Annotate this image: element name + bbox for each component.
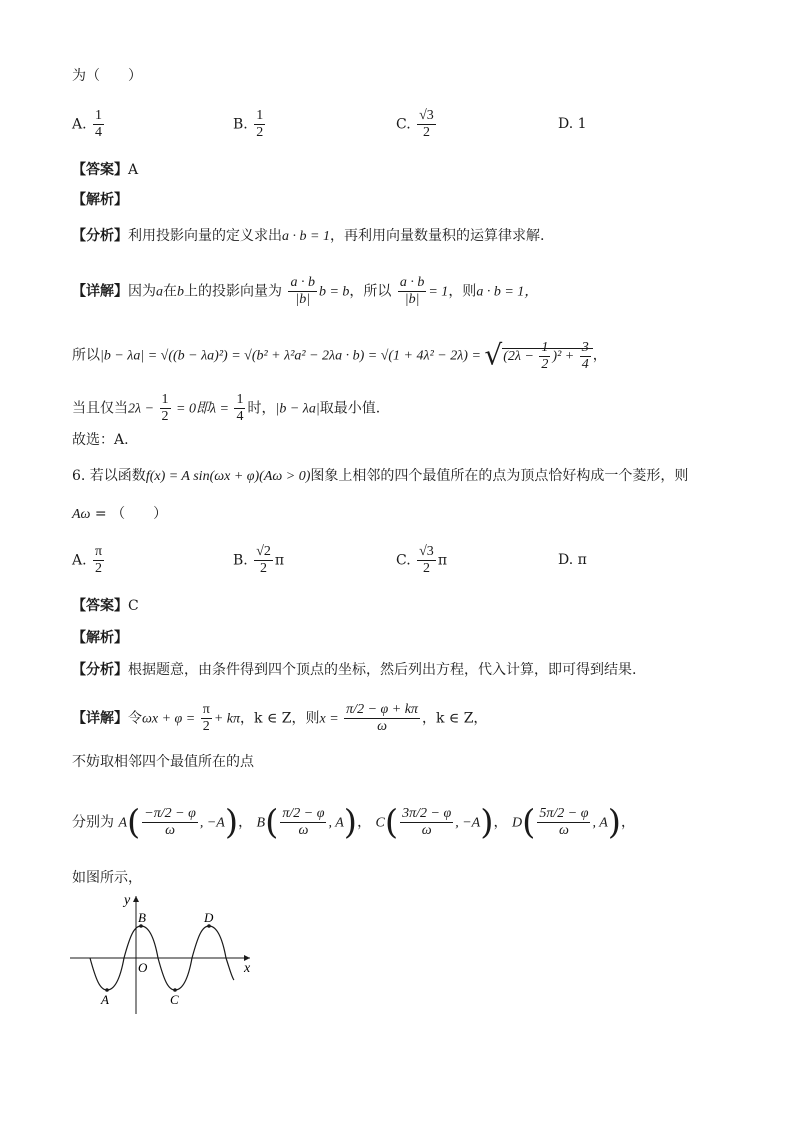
answer-value: A — [128, 162, 139, 178]
frac-den: |b| — [404, 292, 420, 307]
frac-den: 4 — [581, 357, 589, 372]
answer-label: 【答案】 — [72, 162, 128, 178]
option-fraction — [254, 544, 273, 577]
xj-frac — [288, 275, 317, 308]
frac-num: 1 — [256, 108, 264, 123]
q6-stem — [72, 466, 688, 487]
option-fraction — [93, 544, 104, 577]
cond-expr: 2λ − — [128, 401, 158, 417]
q5-option-d — [558, 114, 587, 134]
frac-den: 2 — [95, 561, 103, 576]
frac-num: 5π/2 − φ — [539, 806, 589, 821]
option-letter: B. — [233, 552, 248, 569]
option-text: π — [577, 552, 587, 568]
frac-den: ω — [377, 719, 387, 734]
point-d-y: , A — [592, 815, 608, 831]
paren-open: ( — [265, 802, 279, 843]
frac-den: ω — [165, 823, 175, 838]
q5-option-a — [72, 108, 106, 141]
suoyi-text: 所以 — [72, 347, 100, 364]
q6-points — [72, 802, 636, 843]
origin-label: O — [138, 960, 148, 975]
frac-den: ω — [421, 823, 432, 838]
frac-den: 2 — [256, 125, 264, 140]
q5-xiangjie — [72, 275, 538, 308]
frac-num: −π/2 − φ — [144, 806, 196, 821]
q6-option-d — [558, 550, 587, 570]
y-axis-label: y — [124, 893, 131, 908]
option-letter: B. — [233, 116, 248, 133]
frac-num: 1 — [95, 108, 103, 123]
frac-num: √2 — [256, 544, 271, 559]
q5-stem-tail: 为（ ） — [72, 68, 142, 84]
frac-den: ω — [558, 823, 569, 838]
xj-eq1: = 1 — [428, 284, 449, 300]
xj-frac-2 — [398, 275, 427, 308]
frac-num: π/2 − φ — [282, 806, 325, 821]
xj-x-frac — [344, 702, 420, 735]
q5-answer — [72, 160, 138, 180]
xj-eq: ωx + φ = — [142, 711, 199, 727]
frac-num: √3 — [419, 108, 434, 123]
frac-num: π — [95, 544, 103, 559]
frac-den: 2 — [260, 561, 268, 576]
q5-derivation — [72, 340, 607, 373]
sine-graph — [68, 888, 258, 1018]
frac-den: 2 — [422, 125, 430, 140]
point-c-y: , −A — [455, 815, 481, 831]
cond-expr: λ = — [209, 401, 233, 417]
q6-xiangjie — [72, 702, 487, 735]
cond-text: 当且仅当 — [72, 400, 128, 417]
point-c-name: C — [375, 815, 385, 831]
sep: ， — [493, 814, 508, 831]
point-a-name: A — [118, 815, 128, 831]
q6-analysis-label: 【解析】 — [72, 630, 128, 646]
xj-var-a: a — [156, 284, 163, 300]
fenxi-label: 【分析】 — [72, 228, 128, 244]
q6-rutu: 如图所示， — [72, 870, 142, 886]
frac-num: 1 — [236, 392, 244, 407]
sqrt-sign: √ — [484, 338, 503, 372]
xj-text: ，则 — [448, 283, 477, 300]
q5-option-b — [233, 108, 267, 141]
paren-close: ) — [224, 802, 239, 843]
graph-label-b: B — [138, 910, 146, 925]
answer-label: 【答案】 — [72, 598, 128, 614]
xiangjie-label: 【详解】 — [72, 283, 128, 300]
option-letter: A. — [72, 116, 87, 133]
fenxi-expr: a · b = 1 — [282, 229, 330, 244]
fenbie-text: 分别为 — [72, 814, 114, 831]
q5-conclusion: 故选：A. — [72, 432, 129, 448]
frac-num: 3π/2 − φ — [402, 806, 452, 821]
xj-x: x = — [319, 711, 343, 727]
option-letter: C. — [396, 116, 411, 133]
frac-den: 2 — [161, 409, 169, 424]
xj-text: 因为 — [128, 283, 156, 300]
xj-text: ，k ∈ Z， — [421, 710, 488, 727]
option-letter: D. — [558, 552, 574, 568]
stem-func: f(x) = A sin(ωx + φ)(Aω > 0) — [145, 469, 311, 484]
xj-frac — [201, 702, 212, 735]
cond-text: 时， — [247, 400, 276, 417]
stem-text: = （ ） — [90, 506, 168, 522]
option-fraction — [417, 108, 436, 141]
paren-open: ( — [522, 802, 536, 843]
q5-option-c — [396, 108, 438, 141]
sep: ， — [621, 814, 636, 831]
point-b-name: B — [256, 815, 266, 831]
xiangjie-label: 【详解】 — [72, 710, 128, 727]
fenxi-text-end: ，再利用向量数量积的运算律求解. — [329, 228, 545, 244]
answer-value: C — [128, 598, 139, 614]
cond-frac — [160, 392, 171, 425]
frac-den: |b| — [295, 292, 311, 307]
stem-text: 图象上相邻的四个最值所在的点为顶点恰好构成一个菱形，则 — [310, 468, 689, 484]
point-d-name: D — [511, 815, 523, 831]
paren-close: ) — [343, 802, 358, 843]
point-b-y: , A — [328, 815, 344, 831]
q6-option-c — [396, 544, 447, 577]
option-letter: D. — [558, 116, 574, 132]
sqrt-body — [502, 340, 593, 372]
paren-open: ( — [384, 802, 399, 843]
graph-label-c: C — [170, 992, 179, 1007]
frac-den: 2 — [202, 719, 210, 734]
point-b-frac — [280, 806, 326, 839]
frac-num: √3 — [419, 544, 434, 559]
frac-den: ω — [298, 823, 309, 838]
graph-label-a: A — [101, 992, 109, 1007]
paren-close: ) — [607, 802, 622, 843]
q6-stem-2 — [72, 504, 167, 525]
option-text: 1 — [577, 116, 587, 132]
q6-bufang: 不妨取相邻四个最值所在的点 — [72, 754, 254, 770]
point-a-frac — [142, 806, 198, 839]
xj-var-b: b — [177, 284, 184, 300]
frac-den: 2 — [422, 561, 430, 576]
option-fraction — [93, 108, 104, 141]
fenxi-text: 根据题意，由条件得到四个顶点的坐标，然后列出方程，代入计算，即可得到结果. — [128, 662, 637, 678]
xj-text: 上的投影向量为 — [184, 283, 282, 300]
expr-chain: |b − λa| = √((b − λa)²) = √(b² + λ²a² − 2λa · b) = √(1 + 4λ² − 2λ) = — [100, 348, 485, 364]
cond-expr: = 0即 — [172, 401, 210, 417]
xj-text: 在 — [163, 283, 177, 300]
q5-analysis-label: 【解析】 — [72, 192, 128, 208]
frac-num: 3 — [581, 340, 589, 355]
xj-kpi: + kπ — [213, 711, 241, 727]
point-c-frac — [400, 806, 453, 839]
fenxi-text: 利用投影向量的定义求出 — [128, 228, 282, 244]
expr-frac — [539, 340, 550, 373]
cond-expr: |b − λa| — [275, 401, 320, 417]
q6-answer — [72, 596, 139, 616]
q6-fenxi — [72, 660, 636, 680]
option-letter: C. — [396, 552, 411, 569]
frac-den: 4 — [95, 125, 103, 140]
sep: ， — [357, 814, 372, 831]
q6-option-b — [233, 544, 284, 577]
xj-text: ，所以 — [349, 283, 392, 300]
frac-num: π/2 − φ + kπ — [346, 702, 418, 717]
paren-open: ( — [127, 802, 141, 843]
x-axis-label: x — [244, 961, 251, 976]
point-a-y: , −A — [199, 815, 225, 831]
graph-label-d: D — [204, 910, 214, 925]
point-d-frac — [537, 806, 590, 839]
q5-fenxi — [72, 226, 544, 247]
expr-part: (2λ − — [503, 348, 538, 364]
expr-frac-2 — [580, 340, 591, 373]
option-suffix: π — [274, 552, 285, 569]
expr-end: ， — [592, 347, 607, 364]
q5-condition — [72, 392, 380, 425]
expr-part: )² + — [552, 348, 578, 364]
q6-option-a — [72, 544, 106, 577]
option-fraction — [417, 544, 436, 577]
option-fraction — [254, 108, 265, 141]
cond-text: 取最小值. — [319, 400, 381, 417]
frac-den: 2 — [541, 357, 549, 372]
frac-den: 4 — [236, 409, 244, 424]
frac-num: a · b — [399, 275, 425, 290]
frac-num: a · b — [290, 275, 315, 290]
frac-num: π — [202, 702, 210, 717]
frac-num: 1 — [541, 340, 549, 355]
option-letter: A. — [72, 552, 87, 569]
cond-frac-2 — [234, 392, 245, 425]
xj-text: 令 — [128, 710, 142, 727]
frac-num: 1 — [161, 392, 169, 407]
fenxi-label: 【分析】 — [72, 662, 128, 678]
xj-text: ，k ∈ Z，则 — [240, 710, 320, 727]
stem-expr: Aω — [72, 507, 91, 522]
sep: ， — [238, 814, 253, 831]
xj-eq2: a · b = 1， — [476, 284, 539, 300]
xj-mid: b = b — [318, 284, 350, 300]
option-suffix: π — [437, 552, 448, 569]
paren-close: ) — [480, 802, 494, 843]
stem-text: 6. 若以函数 — [72, 468, 146, 484]
